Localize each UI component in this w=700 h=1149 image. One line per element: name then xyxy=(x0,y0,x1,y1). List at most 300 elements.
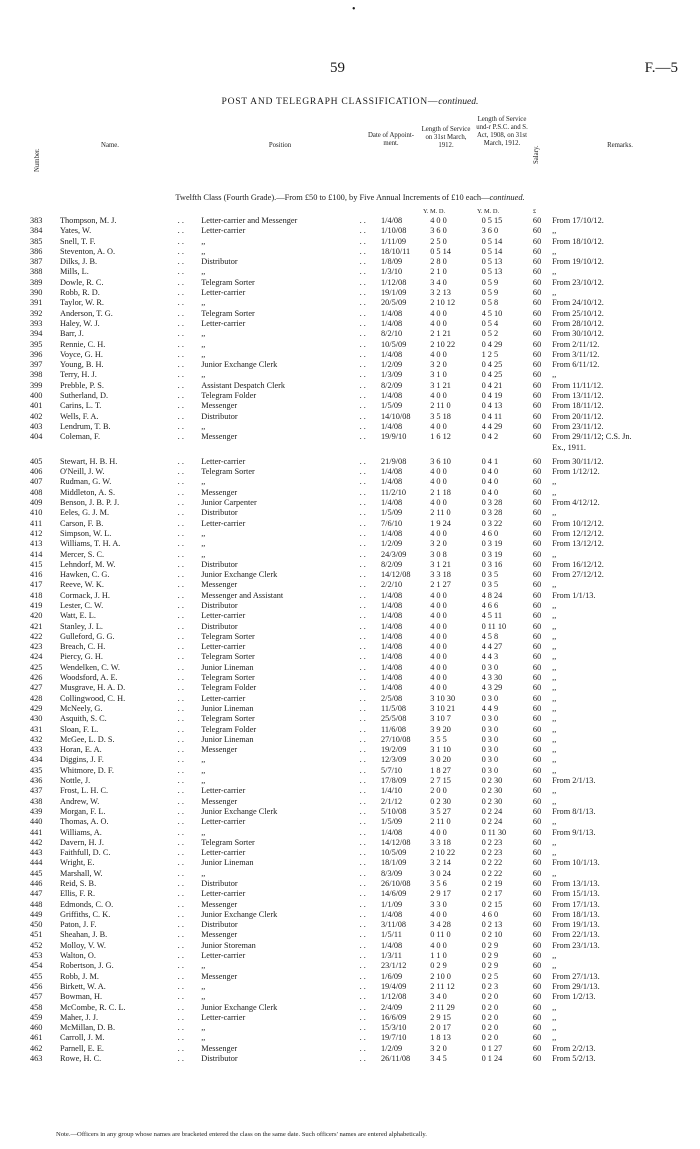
row-position: Junior Lineman xyxy=(201,858,254,868)
row-leader-dots: . . xyxy=(359,848,366,858)
row-leader-dots: . . xyxy=(177,308,184,318)
row-number: 402 xyxy=(30,411,43,421)
row-salary: 60 xyxy=(532,992,542,1002)
row-service-1912: 1 8 27 xyxy=(430,765,451,775)
row-service-1912: 3 4 28 xyxy=(430,920,451,930)
row-name: Sheahan, J. B. xyxy=(59,930,108,940)
row-service-act: 0 5 13 xyxy=(481,257,503,267)
row-name: Gulleford, G. G. xyxy=(59,631,115,641)
row-date: 8/2/09 xyxy=(380,559,403,569)
row-date: 1/4/08 xyxy=(380,467,403,477)
row-position: Junior Lineman xyxy=(201,703,254,713)
row-salary: 60 xyxy=(532,745,542,755)
row-leader-dots: . . xyxy=(359,257,366,267)
row-date: 2/2/10 xyxy=(380,580,403,590)
row-service-1912: 1 9 24 xyxy=(430,518,451,528)
row-leader-dots: . . xyxy=(177,339,184,349)
row-date: 1/5/09 xyxy=(380,817,403,827)
table-row xyxy=(30,755,670,765)
row-number: 416 xyxy=(30,570,43,580)
row-salary: 60 xyxy=(532,806,542,816)
row-number: 463 xyxy=(30,1054,43,1064)
table-row xyxy=(30,941,670,951)
row-salary: 60 xyxy=(532,421,542,431)
row-salary: 60 xyxy=(532,1054,542,1064)
row-leader-dots: . . xyxy=(177,930,184,940)
row-remarks: ,, xyxy=(552,580,557,590)
row-name: Bowman, H. xyxy=(59,992,103,1002)
row-service-1912: 3 1 21 xyxy=(430,559,451,569)
row-leader-dots: . . xyxy=(359,714,366,724)
row-position: Letter-carrier xyxy=(201,318,246,328)
row-service-act: 0 2 0 xyxy=(481,1023,499,1033)
row-leader-dots: . . xyxy=(359,318,366,328)
row-service-1912: 4 0 0 xyxy=(430,590,447,600)
row-leader-dots: . . xyxy=(359,817,366,827)
row-remarks: From 16/12/12. xyxy=(552,559,604,569)
row-position: Junior Lineman xyxy=(201,662,254,672)
row-service-1912: 3 0 8 xyxy=(430,549,447,559)
row-leader-dots: . . xyxy=(177,267,184,277)
row-service-act: 0 4 0 xyxy=(481,467,499,477)
row-salary: 60 xyxy=(532,539,542,549)
row-leader-dots: . . xyxy=(359,920,366,930)
row-date: 1/5/11 xyxy=(380,930,402,940)
row-service-1912: 3 4 0 xyxy=(430,277,447,287)
row-number: 396 xyxy=(30,349,43,359)
row-name: Musgrave, H. A. D. xyxy=(59,683,126,693)
row-number: 419 xyxy=(30,600,43,610)
row-service-1912: 3 5 5 xyxy=(430,734,447,744)
row-position: ,, xyxy=(201,827,206,837)
row-number: 444 xyxy=(30,858,43,868)
row-number: 384 xyxy=(30,226,43,236)
row-salary: 60 xyxy=(532,703,542,713)
row-name: Rennie, C. H. xyxy=(59,339,106,349)
table-row xyxy=(30,951,670,961)
row-remarks: ,, xyxy=(552,477,557,487)
row-leader-dots: . . xyxy=(359,662,366,672)
row-remarks: ,, xyxy=(552,848,557,858)
table-row xyxy=(30,539,670,549)
row-position: Letter-carrier xyxy=(201,226,246,236)
row-leader-dots: . . xyxy=(359,267,366,277)
row-leader-dots: . . xyxy=(359,940,366,950)
row-number: 395 xyxy=(30,339,43,349)
row-service-act: 0 3 28 xyxy=(481,498,503,508)
row-salary: 60 xyxy=(532,817,542,827)
row-leader-dots: . . xyxy=(177,673,184,683)
row-service-1912: 2 10 22 xyxy=(430,339,456,349)
row-leader-dots: . . xyxy=(359,642,366,652)
row-date: 8/2/10 xyxy=(380,329,403,339)
row-service-1912: 2 5 0 xyxy=(430,236,447,246)
row-date: 2/1/12 xyxy=(380,796,403,806)
row-remarks: ,, xyxy=(552,631,557,641)
row-name: Robb, J. M. xyxy=(59,971,99,981)
row-name: Paton, J. F. xyxy=(59,920,97,930)
row-service-act: 4 4 3 xyxy=(481,652,499,662)
row-remarks: From 12/12/12. xyxy=(552,528,604,538)
row-salary: 60 xyxy=(532,518,542,528)
row-number: 388 xyxy=(30,267,43,277)
row-position: Telegram Folder xyxy=(201,683,257,693)
row-leader-dots: . . xyxy=(359,879,366,888)
row-leader-dots: . . xyxy=(359,621,366,631)
row-leader-dots: . . xyxy=(177,848,184,858)
row-service-act: 0 5 2 xyxy=(481,329,499,339)
row-service-act: 0 3 19 xyxy=(481,549,503,559)
row-remarks: From 1/2/13. xyxy=(552,992,596,1002)
table-row xyxy=(30,838,670,848)
row-remarks: From 4/12/12. xyxy=(552,498,600,508)
row-leader-dots: . . xyxy=(359,951,366,961)
row-date: 2/5/08 xyxy=(380,693,403,703)
row-salary: 60 xyxy=(532,673,542,683)
table-row xyxy=(30,257,670,267)
table-row xyxy=(30,226,670,236)
row-service-1912: 3 6 10 xyxy=(430,456,451,466)
row-salary: 60 xyxy=(532,580,542,590)
row-name: Woodsford, A. E. xyxy=(59,673,118,683)
row-leader-dots: . . xyxy=(359,487,366,497)
row-salary: 60 xyxy=(532,329,542,339)
row-name: Snell, T. F. xyxy=(59,236,96,246)
row-service-act: 0 2 0 xyxy=(481,1012,499,1022)
row-name: Andrew, W. xyxy=(59,796,100,806)
row-position: Letter-carrier xyxy=(201,848,246,858)
row-leader-dots: . . xyxy=(359,930,366,940)
row-remarks: From 29/1/13. xyxy=(552,981,600,991)
table-row xyxy=(30,508,670,518)
header-date: Date of Appoint- ment. xyxy=(367,132,415,148)
row-number: 425 xyxy=(30,662,43,672)
row-service-act: 0 2 0 xyxy=(481,1002,499,1012)
row-name: Parnell, E. E. xyxy=(59,1043,104,1053)
row-date: 1/4/10 xyxy=(380,786,403,796)
row-position: Letter-carrier xyxy=(201,786,246,796)
class-heading-suffix: continued. xyxy=(489,193,525,202)
row-leader-dots: . . xyxy=(177,683,184,693)
row-date: 1/12/08 xyxy=(380,277,407,287)
row-position: Telegram Sorter xyxy=(201,308,255,318)
row-date: 19/7/10 xyxy=(380,1033,407,1043)
row-leader-dots: . . xyxy=(359,216,366,225)
row-leader-dots: . . xyxy=(177,714,184,724)
row-salary: 60 xyxy=(532,971,542,981)
row-salary: 60 xyxy=(532,868,542,878)
row-salary: 60 xyxy=(532,899,542,909)
row-service-act: 0 2 10 xyxy=(481,930,503,940)
row-position: Distributor xyxy=(201,1054,238,1064)
row-service-1912: 4 0 0 xyxy=(430,318,447,328)
units-service-act: Y. M. D. xyxy=(477,208,500,215)
row-remarks: From 3/11/12. xyxy=(552,349,600,359)
row-number: 422 xyxy=(30,631,43,641)
row-date: 1/11/09 xyxy=(380,236,407,246)
row-date: 10/5/09 xyxy=(380,339,407,349)
row-leader-dots: . . xyxy=(177,318,184,328)
row-date: 27/10/08 xyxy=(380,734,411,744)
table-row xyxy=(30,453,670,467)
row-service-1912: 3 4 5 xyxy=(430,1054,447,1064)
row-position: Messenger xyxy=(201,401,238,411)
row-date: 1/4/08 xyxy=(380,940,403,950)
row-service-1912: 2 1 21 xyxy=(430,329,451,339)
row-service-act: 0 4 11 xyxy=(481,411,502,421)
row-leader-dots: . . xyxy=(177,528,184,538)
row-leader-dots: . . xyxy=(177,391,184,401)
row-salary: 60 xyxy=(532,734,542,744)
row-service-1912: 2 11 12 xyxy=(430,981,455,991)
row-date: 14/12/08 xyxy=(380,837,411,847)
row-name: Taylor, W. R. xyxy=(59,298,104,308)
row-name: McGee, L. D. S. xyxy=(59,734,115,744)
row-name: Piercy, G. H. xyxy=(59,652,103,662)
header-name: Name. xyxy=(101,142,119,149)
row-service-1912: 3 9 20 xyxy=(430,724,451,734)
table-row xyxy=(30,735,670,745)
row-date: 1/4/08 xyxy=(380,631,403,641)
row-leader-dots: . . xyxy=(359,401,366,411)
row-leader-dots: . . xyxy=(177,600,184,610)
row-leader-dots: . . xyxy=(177,360,184,370)
row-service-1912: 2 11 29 xyxy=(430,1002,455,1012)
row-service-1912: 4 0 0 xyxy=(430,827,447,837)
table-row xyxy=(30,694,670,704)
row-number: 405 xyxy=(30,456,43,466)
row-position: ,, xyxy=(201,267,206,277)
row-remarks: From 27/12/12. xyxy=(552,570,604,580)
row-position: Messenger xyxy=(201,432,238,442)
row-name: Reeve, W. K. xyxy=(59,580,104,590)
row-name: Collingwood, C. H. xyxy=(59,693,126,703)
row-date: 1/2/09 xyxy=(380,360,403,370)
row-leader-dots: . . xyxy=(177,796,184,806)
row-number: 400 xyxy=(30,391,43,401)
row-salary: 60 xyxy=(532,1002,542,1012)
row-service-act: 0 2 0 xyxy=(481,1033,499,1043)
row-service-1912: 1 8 13 xyxy=(430,1033,451,1043)
row-salary: 60 xyxy=(532,391,542,401)
row-leader-dots: . . xyxy=(359,673,366,683)
row-leader-dots: . . xyxy=(177,961,184,971)
row-leader-dots: . . xyxy=(359,298,366,308)
header-service-act: Length of Service und-r P.S.C. and S. Act, 1908, on 31st March, 1912. xyxy=(476,116,528,148)
row-number: 430 xyxy=(30,714,43,724)
row-service-act: 0 4 0 xyxy=(481,487,499,497)
row-leader-dots: . . xyxy=(177,590,184,600)
row-leader-dots: . . xyxy=(177,298,184,308)
row-name: Davern, H. J. xyxy=(59,837,104,847)
row-service-1912: 4 0 0 xyxy=(430,611,447,621)
row-remarks: ,, xyxy=(552,662,557,672)
row-remarks: From 24/10/12. xyxy=(552,298,604,308)
row-date: 21/9/08 xyxy=(380,456,407,466)
row-service-act: 0 11 30 xyxy=(481,827,507,837)
row-leader-dots: . . xyxy=(359,518,366,528)
row-leader-dots: . . xyxy=(359,961,366,971)
footnote: Note.—Officers in any group whose names are bracketed entered the class on the same date. Such officers' names are entered alphabetically. xyxy=(56,1131,427,1138)
row-number: 435 xyxy=(30,765,43,775)
row-service-act: 0 1 27 xyxy=(481,1043,503,1053)
table-row xyxy=(30,422,670,432)
row-leader-dots: . . xyxy=(177,257,184,267)
row-number: 404 xyxy=(30,432,43,442)
row-date: 1/3/10 xyxy=(380,267,403,277)
table-row xyxy=(30,869,670,879)
row-position: Messenger xyxy=(201,971,238,981)
row-remarks: ,, xyxy=(552,600,557,610)
row-name: Eeles, G. J. M. xyxy=(59,508,110,518)
row-service-1912: 2 10 12 xyxy=(430,298,456,308)
row-salary: 60 xyxy=(532,1043,542,1053)
row-position: Telegram Sorter xyxy=(201,714,255,724)
table-row xyxy=(30,560,670,570)
row-salary: 60 xyxy=(532,755,542,765)
row-remarks: From 23/1/13. xyxy=(552,940,600,950)
table-row xyxy=(30,642,670,652)
row-remarks: ,, xyxy=(552,693,557,703)
row-service-1912: 0 5 14 xyxy=(430,246,451,256)
row-number: 394 xyxy=(30,329,43,339)
row-service-act: 0 4 19 xyxy=(481,391,503,401)
row-name: Mercer, S. C. xyxy=(59,549,105,559)
row-salary: 60 xyxy=(532,288,542,298)
row-number: 446 xyxy=(30,879,43,888)
row-service-1912: 2 9 15 xyxy=(430,1012,451,1022)
row-name: Carins, L. T. xyxy=(59,401,102,411)
row-number xyxy=(30,443,60,453)
row-service-1912: 2 11 0 xyxy=(430,508,451,518)
row-remarks: ,, xyxy=(552,745,557,755)
row-remarks: ,, xyxy=(552,508,557,518)
row-service-1912: 2 1 27 xyxy=(430,580,451,590)
row-name: Sutherland, D. xyxy=(59,391,109,401)
row-salary: 60 xyxy=(532,930,542,940)
row-leader-dots: . . xyxy=(359,570,366,580)
row-date: 1/4/08 xyxy=(380,621,403,631)
row-leader-dots: . . xyxy=(359,971,366,981)
row-remarks: From 30/10/12. xyxy=(552,329,604,339)
table-row xyxy=(30,1023,670,1033)
table-row xyxy=(30,961,670,971)
row-position: Distributor xyxy=(201,411,238,421)
row-service-1912: 2 10 22 xyxy=(430,848,456,858)
row-name: Prebble, P. S. xyxy=(59,380,104,390)
row-service-act: 4 3 29 xyxy=(481,683,503,693)
row-remarks: ,, xyxy=(552,487,557,497)
row-salary: 60 xyxy=(532,621,542,631)
row-number: 447 xyxy=(30,889,43,899)
row-number: 390 xyxy=(30,288,43,298)
row-leader-dots: . . xyxy=(359,1002,366,1012)
table-row xyxy=(30,1054,670,1064)
row-service-act: 4 6 0 xyxy=(481,528,499,538)
row-leader-dots: . . xyxy=(359,1023,366,1033)
row-service-act: 0 2 9 xyxy=(481,961,499,971)
row-name: Rudman, G. W. xyxy=(59,477,112,487)
row-service-1912: 4 0 0 xyxy=(430,662,447,672)
table-row xyxy=(30,309,670,319)
row-remarks: ,, xyxy=(552,961,557,971)
row-position: Letter-carrier xyxy=(201,693,246,703)
row-number: 438 xyxy=(30,796,43,806)
row-leader-dots: . . xyxy=(177,827,184,837)
row-service-1912: 2 9 17 xyxy=(430,889,451,899)
row-position: ,, xyxy=(201,421,206,431)
row-date: 20/5/09 xyxy=(380,298,407,308)
row-leader-dots: . . xyxy=(359,1012,366,1022)
row-name: Walton, O. xyxy=(59,951,96,961)
row-date: 19/4/09 xyxy=(380,981,407,991)
row-leader-dots: . . xyxy=(359,631,366,641)
row-leader-dots: . . xyxy=(177,806,184,816)
row-leader-dots: . . xyxy=(177,765,184,775)
table-row xyxy=(30,1003,670,1013)
row-service-act: 0 3 5 xyxy=(481,580,499,590)
row-number: 458 xyxy=(30,1002,43,1012)
row-remarks: From 10/12/12. xyxy=(552,518,604,528)
row-remarks: From 19/1/13. xyxy=(552,920,600,930)
table-row xyxy=(30,900,670,910)
row-service-1912: 4 0 0 xyxy=(430,216,447,225)
row-date: 1/8/09 xyxy=(380,257,403,267)
row-salary: 60 xyxy=(532,360,542,370)
row-salary: 60 xyxy=(532,765,542,775)
row-number: 393 xyxy=(30,318,43,328)
row-leader-dots: . . xyxy=(359,868,366,878)
row-service-act: 4 5 10 xyxy=(481,308,503,318)
row-salary: 60 xyxy=(532,786,542,796)
row-service-act: 0 2 23 xyxy=(481,837,503,847)
row-number: 456 xyxy=(30,981,43,991)
row-remarks: From 13/1/13. xyxy=(552,879,600,888)
row-name: Williams, T. H. A. xyxy=(59,539,121,549)
table-row xyxy=(30,467,670,477)
row-remarks: ,, xyxy=(552,652,557,662)
table-row xyxy=(30,632,670,642)
column-headers xyxy=(0,116,700,177)
row-position: ,, xyxy=(201,370,206,380)
row-date: 19/9/10 xyxy=(380,432,407,442)
row-number: 449 xyxy=(30,909,43,919)
row-position: ,, xyxy=(201,236,206,246)
row-leader-dots: . . xyxy=(359,580,366,590)
row-salary: 60 xyxy=(532,662,542,672)
row-leader-dots: . . xyxy=(177,432,184,442)
row-name: Haley, W. J. xyxy=(59,318,100,328)
row-salary: 60 xyxy=(532,714,542,724)
row-salary: 60 xyxy=(532,837,542,847)
table-row xyxy=(30,889,670,899)
row-date: 1/2/09 xyxy=(380,1043,403,1053)
row-leader-dots: . . xyxy=(359,432,366,442)
table-row xyxy=(30,972,670,982)
row-salary: 60 xyxy=(532,267,542,277)
row-service-act: 0 2 19 xyxy=(481,879,503,888)
row-service-act: 0 2 15 xyxy=(481,899,503,909)
row-service-1912: 3 1 0 xyxy=(430,370,447,380)
row-leader-dots: . . xyxy=(359,467,366,477)
table-row xyxy=(30,432,670,442)
row-remarks: ,, xyxy=(552,1012,557,1022)
row-position: Junior Exchange Clerk xyxy=(201,360,278,370)
table-row xyxy=(30,858,670,868)
row-service-1912: 4 0 0 xyxy=(430,631,447,641)
row-name: Sloan, F. L. xyxy=(59,724,99,734)
row-leader-dots: . . xyxy=(359,600,366,610)
